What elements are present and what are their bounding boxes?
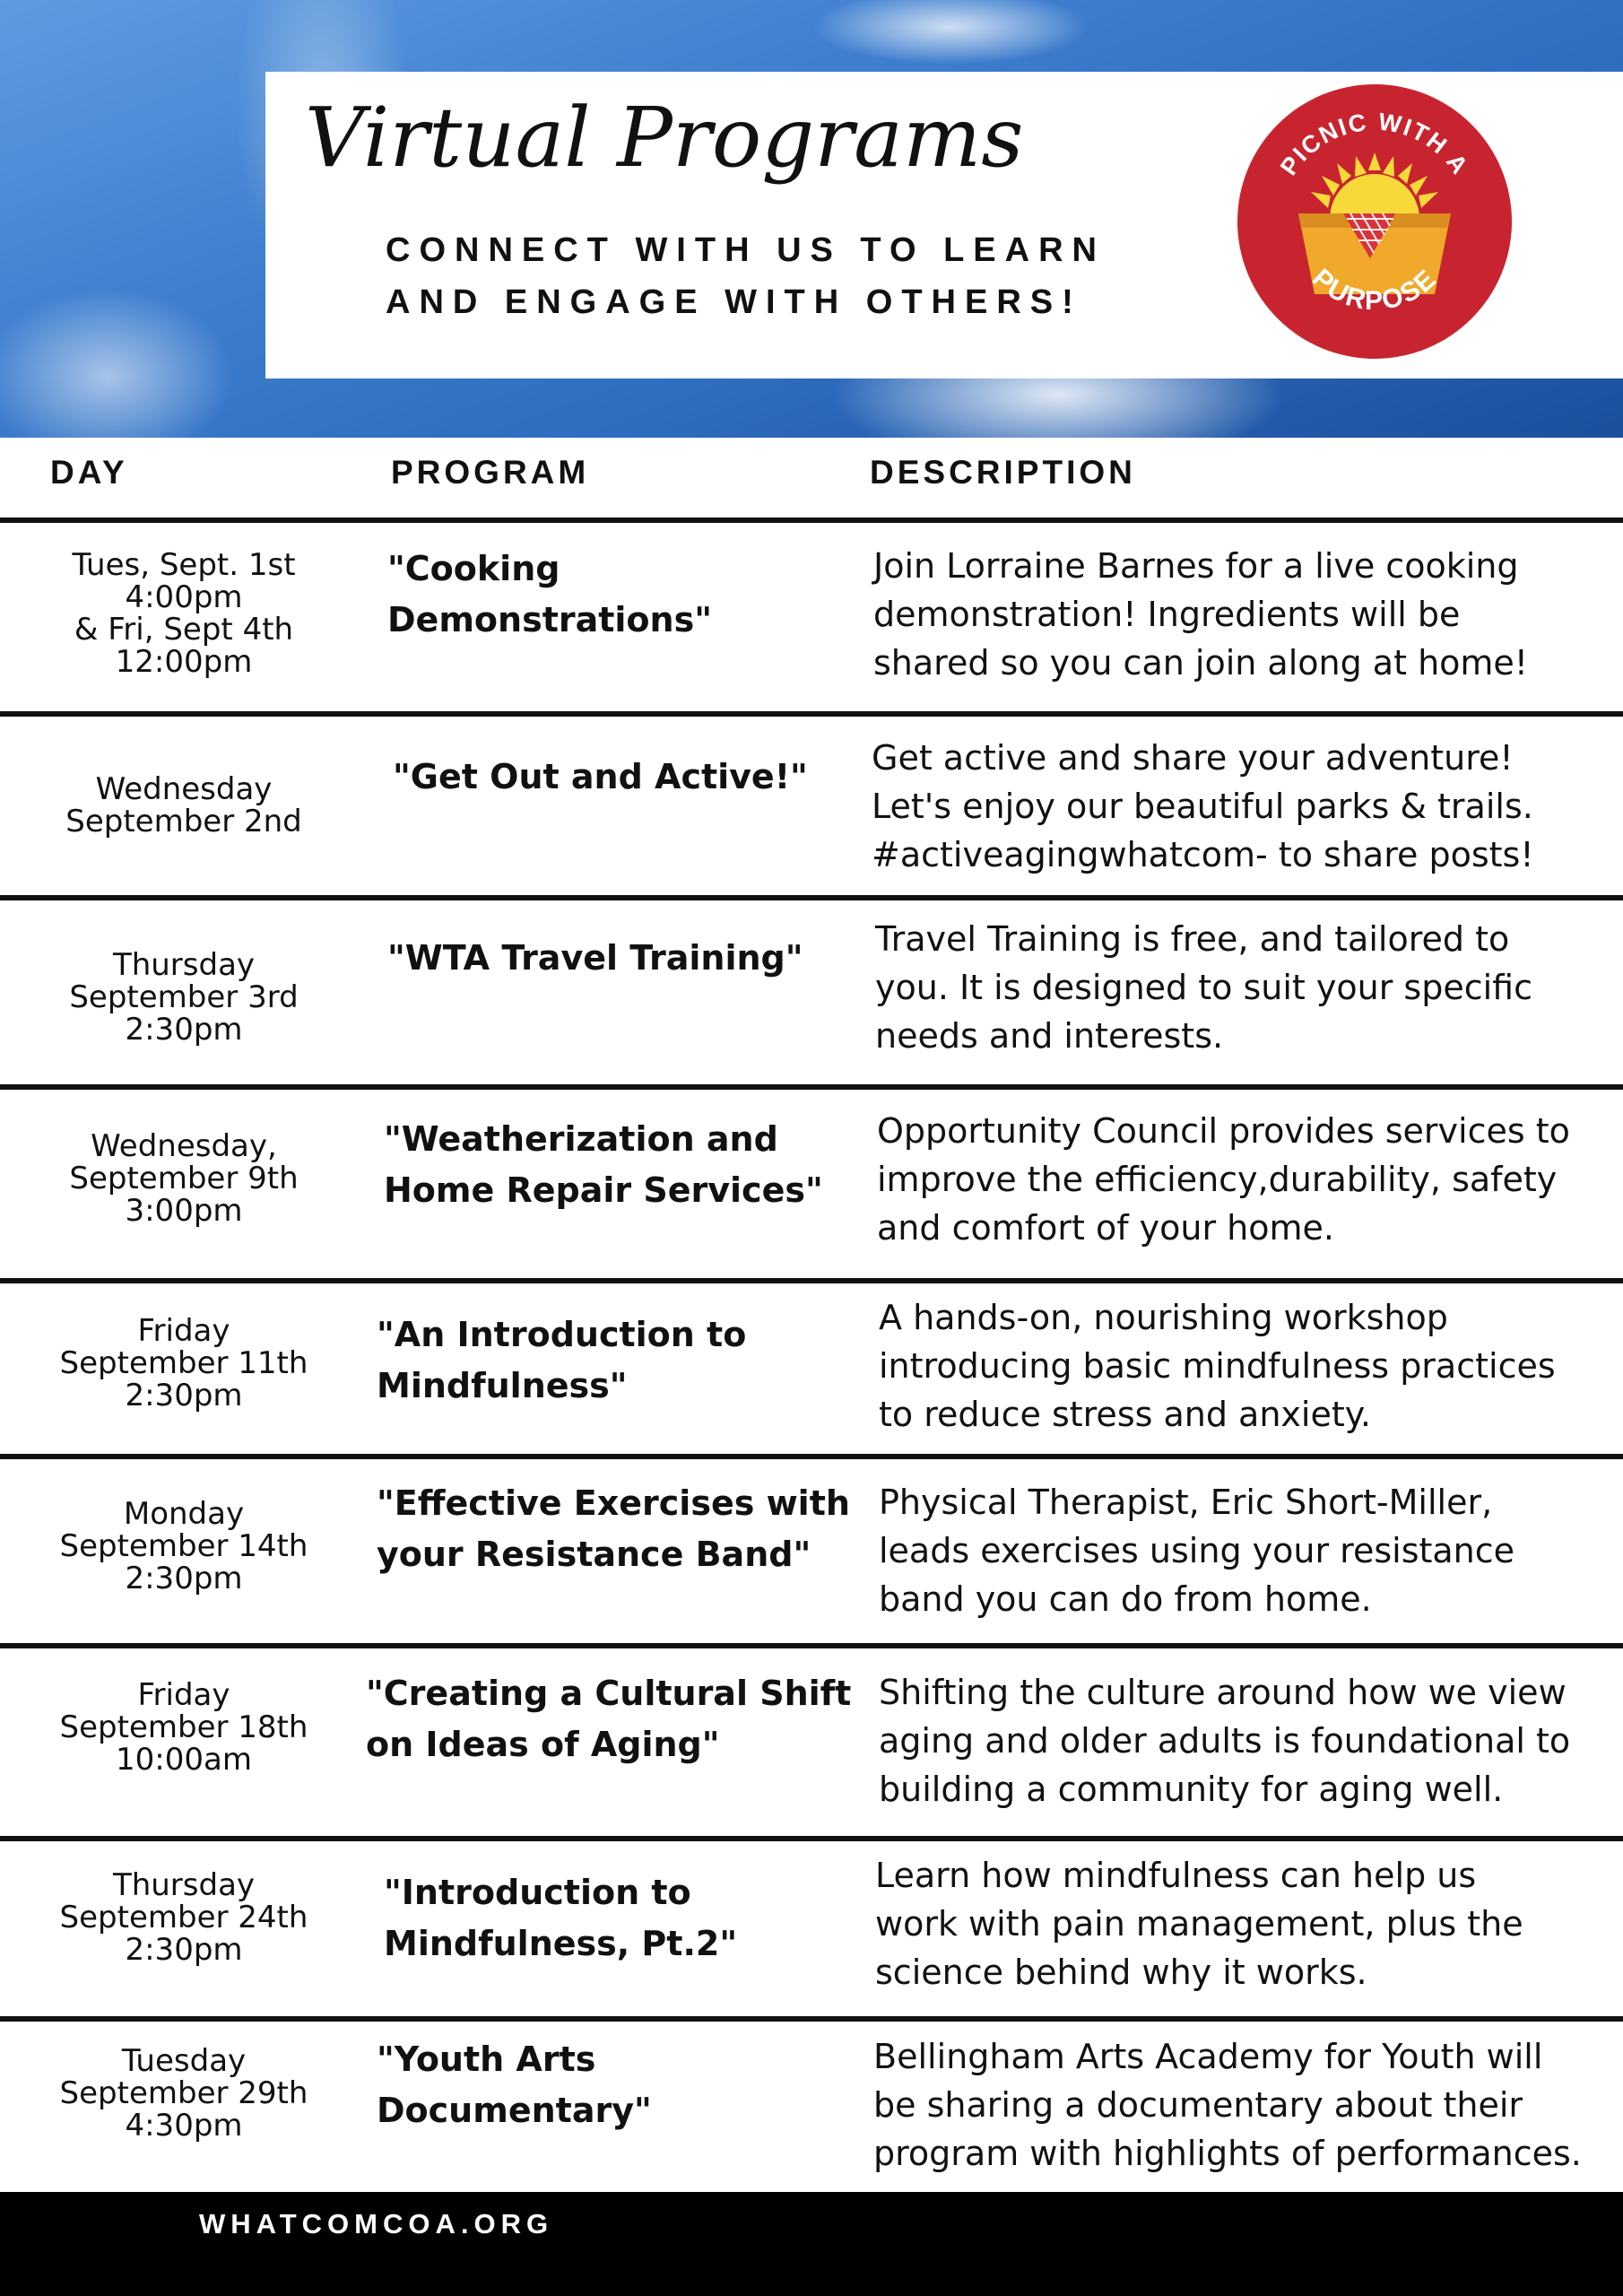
day-line: September 9th	[69, 1161, 299, 1196]
row-day	[0, 949, 368, 1046]
row-day	[0, 1498, 368, 1595]
table-divider	[0, 517, 1623, 523]
table-divider	[0, 895, 1623, 900]
description-line: program with highlights of performances.	[873, 2134, 1582, 2173]
day-line: Friday	[137, 1313, 230, 1349]
day-line: & Fri, Sept 4th	[74, 612, 294, 648]
description-line: Join Lorraine Barnes for a live cooking	[873, 546, 1519, 586]
logo-top-text: PICNIC WITH A	[1274, 108, 1474, 180]
website-link[interactable]: WHATCOMCOA.ORG	[199, 2208, 554, 2239]
table-divider	[0, 1643, 1623, 1648]
description-line: Let's enjoy our beautiful parks & trails.	[872, 787, 1533, 826]
description-line: work with pain management, plus the	[875, 1904, 1523, 1944]
description-line: science behind why it works.	[875, 1952, 1367, 1992]
table-divider	[0, 711, 1623, 717]
day-line: Thursday	[112, 1867, 256, 1903]
day-line: Friday	[137, 1677, 230, 1713]
row-description	[879, 1668, 1570, 1813]
row-description	[873, 542, 1528, 687]
description-line: aging and older adults is foundational to	[879, 1721, 1571, 1761]
row-program	[393, 752, 808, 803]
row-description	[877, 1107, 1570, 1252]
program-line: Demonstrations"	[387, 600, 713, 639]
tagline-line-2: AND ENGAGE WITH OTHERS!	[386, 283, 1082, 321]
description-line: leads exercises using your resistance	[879, 1531, 1515, 1570]
description-line: you. It is designed to suit your specific	[875, 968, 1532, 1007]
program-line: "Youth Arts	[377, 2039, 596, 2079]
row-program	[387, 933, 803, 984]
day-line: Monday	[123, 1496, 245, 1532]
description-line: Physical Therapist, Eric Short-Miller,	[879, 1483, 1493, 1522]
day-line: 2:30pm	[125, 1012, 243, 1048]
row-program	[377, 1478, 850, 1580]
logo-bottom-text: PURPOSE	[1306, 263, 1444, 317]
day-line: Tues, Sept. 1st	[72, 547, 296, 583]
row-program	[377, 1309, 746, 1412]
day-line: Tuesday	[121, 2043, 247, 2079]
description-line: band you can do from home.	[879, 1579, 1372, 1619]
description-line: Shifting the culture around how we view	[879, 1673, 1567, 1712]
program-line: "Introduction to	[384, 1873, 691, 1912]
table-divider	[0, 2016, 1623, 2022]
program-line: "Creating a Cultural Shift	[366, 1674, 852, 1713]
row-description	[875, 915, 1532, 1060]
day-line: September 18th	[59, 1709, 308, 1745]
row-day	[0, 1315, 368, 1412]
row-day	[0, 1130, 368, 1227]
day-line: September 14th	[59, 1528, 308, 1564]
row-day	[0, 549, 368, 678]
row-description	[875, 1851, 1523, 1996]
row-day	[0, 1869, 368, 1966]
row-day	[0, 773, 368, 838]
day-line: 4:00pm	[125, 579, 243, 615]
description-line: and comfort of your home.	[877, 1208, 1334, 1248]
description-line: Bellingham Arts Academy for Youth will	[873, 2037, 1543, 2076]
day-line: 2:30pm	[125, 1378, 243, 1413]
program-line: "An Introduction to	[377, 1315, 747, 1354]
description-line: Opportunity Council provides services to	[877, 1111, 1570, 1151]
day-line: Wednesday	[95, 771, 273, 807]
day-line: September 11th	[59, 1345, 308, 1381]
description-line: to reduce stress and anxiety.	[879, 1395, 1371, 1434]
program-line: Documentary"	[377, 2091, 652, 2130]
table-divider	[0, 1084, 1623, 1090]
program-line: on Ideas of Aging"	[366, 1725, 720, 1764]
row-program	[387, 544, 712, 646]
program-line: "Cooking	[387, 549, 560, 588]
row-day	[0, 2045, 368, 2142]
description-line: A hands-on, nourishing workshop	[879, 1298, 1448, 1337]
row-program	[377, 2034, 652, 2136]
tagline	[386, 224, 1106, 328]
description-line: demonstration! Ingredients will be	[873, 595, 1461, 634]
day-line: Thursday	[112, 947, 256, 983]
column-header-day: DAY	[50, 454, 128, 491]
program-line: Mindfulness"	[377, 1366, 628, 1405]
day-line: 12:00pm	[115, 644, 253, 680]
table-divider	[0, 1454, 1623, 1459]
description-line: be sharing a documentary about their	[873, 2085, 1523, 2125]
page-title: Virtual Programs	[305, 90, 1024, 186]
description-line: needs and interests.	[875, 1016, 1224, 1056]
column-header-program: PROGRAM	[391, 454, 590, 491]
row-description	[872, 734, 1534, 879]
program-line: "Weatherization and	[384, 1119, 778, 1159]
program-line: Home Repair Services"	[384, 1170, 823, 1210]
program-line: "Effective Exercises with	[377, 1483, 850, 1523]
program-line: your Resistance Band"	[377, 1535, 812, 1574]
description-line: Learn how mindfulness can help us	[875, 1856, 1477, 1895]
day-line: September 2nd	[65, 804, 302, 839]
table-divider	[0, 1836, 1623, 1841]
tagline-line-1: CONNECT WITH US TO LEARN	[386, 231, 1106, 269]
description-line: building a community for aging well.	[879, 1770, 1504, 1809]
table-header	[0, 438, 1623, 520]
day-line: 2:30pm	[125, 1561, 243, 1596]
row-description	[879, 1478, 1515, 1623]
day-line: 3:00pm	[125, 1193, 243, 1229]
day-line: 2:30pm	[125, 1932, 243, 1968]
row-program	[384, 1867, 737, 1970]
description-line: improve the efficiency,durability, safety	[877, 1160, 1558, 1199]
program-line: Mindfulness, Pt.2"	[384, 1924, 738, 1963]
footer-bar	[0, 2192, 1623, 2296]
row-description	[879, 1293, 1556, 1439]
description-line: Get active and share your adventure!	[872, 738, 1514, 778]
description-line: shared so you can join along at home!	[873, 643, 1529, 683]
picnic-with-a-purpose-logo	[1236, 83, 1514, 361]
row-description	[873, 2032, 1582, 2178]
header-card	[265, 72, 1623, 378]
row-day	[0, 1679, 368, 1776]
day-line: September 29th	[59, 2075, 308, 2111]
table-divider	[0, 1278, 1623, 1283]
day-line: September 24th	[59, 1900, 308, 1935]
row-program	[366, 1668, 851, 1770]
day-line: Wednesday,	[91, 1128, 277, 1164]
day-line: 4:30pm	[125, 2108, 243, 2144]
description-line: introducing basic mindfulness practices	[879, 1346, 1556, 1386]
day-line: 10:00am	[116, 1742, 252, 1778]
program-line: "WTA Travel Training"	[387, 938, 803, 978]
description-line: Travel Training is free, and tailored to	[875, 919, 1510, 959]
column-header-description: DESCRIPTION	[870, 454, 1136, 491]
day-line: September 3rd	[69, 979, 299, 1015]
description-line: #activeagingwhatcom- to share posts!	[872, 835, 1534, 874]
program-line: "Get Out and Active!"	[393, 757, 808, 796]
row-program	[384, 1114, 823, 1216]
sky-banner	[0, 0, 1623, 438]
